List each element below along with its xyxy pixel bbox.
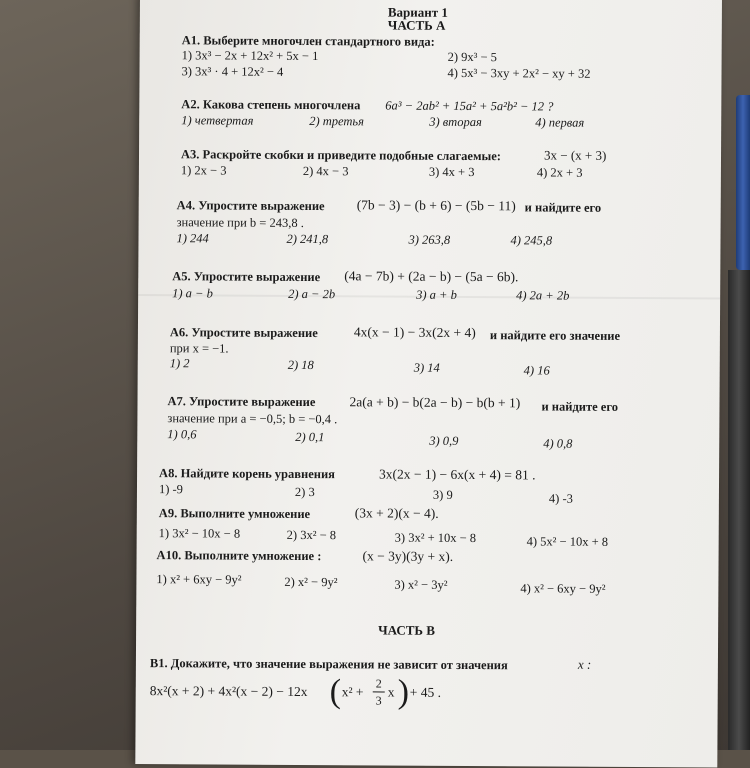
a1-option-2: 2) 9x³ − 5: [447, 49, 498, 65]
variant-title: Вариант 1: [387, 4, 448, 20]
a9-option-3: 3) 3x² + 10x − 8: [394, 530, 477, 546]
b1-expr-part-c: x: [387, 684, 395, 700]
question-a2: А2. Какова степень многочлена: [181, 97, 361, 113]
a10-option-1: 1) x² + 6xy − 9y²: [156, 572, 242, 587]
a9-option-4: 4) 5x² − 10x + 8: [526, 534, 609, 549]
a7-condition: значение при a = −0,5; b = −0,4 .: [167, 411, 338, 427]
b1-expr-part-d: + 45 .: [409, 684, 442, 700]
part-b-title: ЧАСТЬ B: [378, 622, 436, 638]
a5-option-2: 2) a − 2b: [288, 286, 336, 302]
worksheet-page: [135, 0, 722, 768]
a4-option-2: 2) 241,8: [286, 231, 329, 247]
a10-option-3: 3) x² − 3y²: [394, 577, 448, 592]
a1-option-4: 4) 5x³ − 3xy + 2x² − xy + 32: [447, 65, 591, 81]
a4-tail: и найдите его: [524, 200, 602, 215]
b1-fraction-bar: [373, 691, 385, 692]
a9-option-2: 2) 3x² − 8: [286, 527, 337, 543]
a7-option-1: 1) 0,6: [167, 427, 197, 442]
b1-paren-close: ): [397, 673, 410, 711]
a4-option-4: 4) 245,8: [510, 233, 553, 248]
a10-option-4: 4) x² − 6xy − 9y²: [520, 581, 606, 596]
a2-expression: 6a³ − 2ab² + 15a² + 5a²b² − 12 ?: [385, 98, 554, 114]
a6-option-2: 2) 18: [287, 357, 314, 373]
a3-option-1: 1) 2x − 3: [180, 163, 227, 178]
a3-expression: 3x − (x + 3): [543, 147, 607, 163]
question-a8: А8. Найдите корень уравнения: [159, 466, 336, 482]
b1-fraction-denominator: 3: [375, 693, 382, 708]
a3-option-2: 2) 4x − 3: [302, 163, 349, 179]
a7-expression: 2a(a + b) − b(2a − b) − b(b + 1): [349, 394, 521, 411]
a8-expression: 3x(2x − 1) − 6x(x + 4) = 81 .: [379, 466, 536, 483]
blue-pen: [736, 95, 750, 270]
a5-option-4: 4) 2a + 2b: [516, 288, 570, 303]
a8-option-4: 4) -3: [548, 491, 573, 506]
a2-option-3: 3) вторая: [429, 114, 482, 130]
a8-option-3: 3) 9: [432, 487, 453, 502]
a6-expression: 4x(x − 1) − 3x(2x + 4): [353, 324, 476, 341]
a6-tail: и найдите его значение: [489, 328, 621, 343]
a8-option-2: 2) 3: [294, 484, 315, 500]
question-a10: А10. Выполните умножение :: [156, 548, 322, 564]
question-a4: А4. Упростите выражение: [176, 198, 325, 214]
question-a6: А6. Упростите выражение: [169, 325, 318, 341]
a4-expression: (7b − 3) − (b + 6) − (5b − 11): [356, 197, 516, 214]
b1-variable: x :: [577, 656, 592, 672]
a4-option-3: 3) 263,8: [408, 232, 451, 247]
b1-expr-part-b: x² +: [341, 684, 364, 700]
a9-expression: (3x + 2)(x − 4).: [354, 505, 439, 521]
b1-fraction-numerator: 2: [375, 676, 382, 691]
question-a1: А1. Выберите многочлен стандартного вида:: [181, 33, 435, 49]
b1-expr-part-a: 8x²(x + 2) + 4x²(x − 2) − 12x: [149, 683, 308, 700]
question-a7: А7. Упростите выражение: [167, 394, 316, 410]
a10-option-2: 2) x² − 9y²: [284, 574, 338, 590]
a2-option-4: 4) первая: [535, 115, 585, 130]
a4-option-1: 1) 244: [176, 231, 209, 246]
a7-option-4: 4) 0,8: [543, 436, 573, 451]
question-a3: А3. Раскройте скобки и приведите подобные слагаемые:: [180, 147, 502, 164]
a6-condition: при x = −1.: [169, 341, 229, 356]
question-a9: А9. Выполните умножение: [158, 506, 311, 522]
b1-paren-open: (: [329, 673, 342, 711]
a6-option-3: 3) 14: [413, 360, 440, 375]
a7-option-3: 3) 0,9: [429, 433, 459, 448]
a4-condition: значение при b = 243,8 .: [176, 215, 304, 231]
a3-option-4: 4) 2x + 3: [536, 165, 583, 180]
a5-option-1: 1) a − b: [172, 286, 213, 301]
a3-option-3: 3) 4x + 3: [428, 164, 475, 180]
dark-pen: [728, 270, 750, 750]
part-a-title: ЧАСТЬ А: [387, 17, 446, 33]
a6-option-1: 1) 2: [169, 356, 190, 371]
b1-expression: [150, 674, 480, 716]
a5-option-3: 3) a + b: [416, 287, 457, 302]
question-b1: В1. Докажите, что значение выражения не зависит от значения: [149, 656, 508, 673]
a5-expression: (4a − 7b) + (2a − b) − (5a − 6b).: [344, 268, 519, 285]
a2-option-2: 2) третья: [309, 114, 365, 129]
a7-option-2: 2) 0,1: [295, 429, 325, 445]
a2-option-1: 1) четвертая: [181, 113, 254, 128]
a9-option-1: 1) 3x² − 10x − 8: [158, 526, 241, 541]
a1-option-1: 1) 3x³ − 2x + 12x² + 5x − 1: [181, 48, 319, 64]
a8-option-1: 1) -9: [158, 482, 183, 497]
a6-option-4: 4) 16: [523, 363, 550, 378]
a10-expression: (x − 3y)(3y + x).: [362, 548, 454, 564]
question-a5: А5. Упростите выражение: [172, 269, 321, 285]
a7-tail: и найдите его: [541, 399, 619, 414]
a1-option-3: 3) 3x³ · 4 + 12x² − 4: [181, 64, 284, 79]
